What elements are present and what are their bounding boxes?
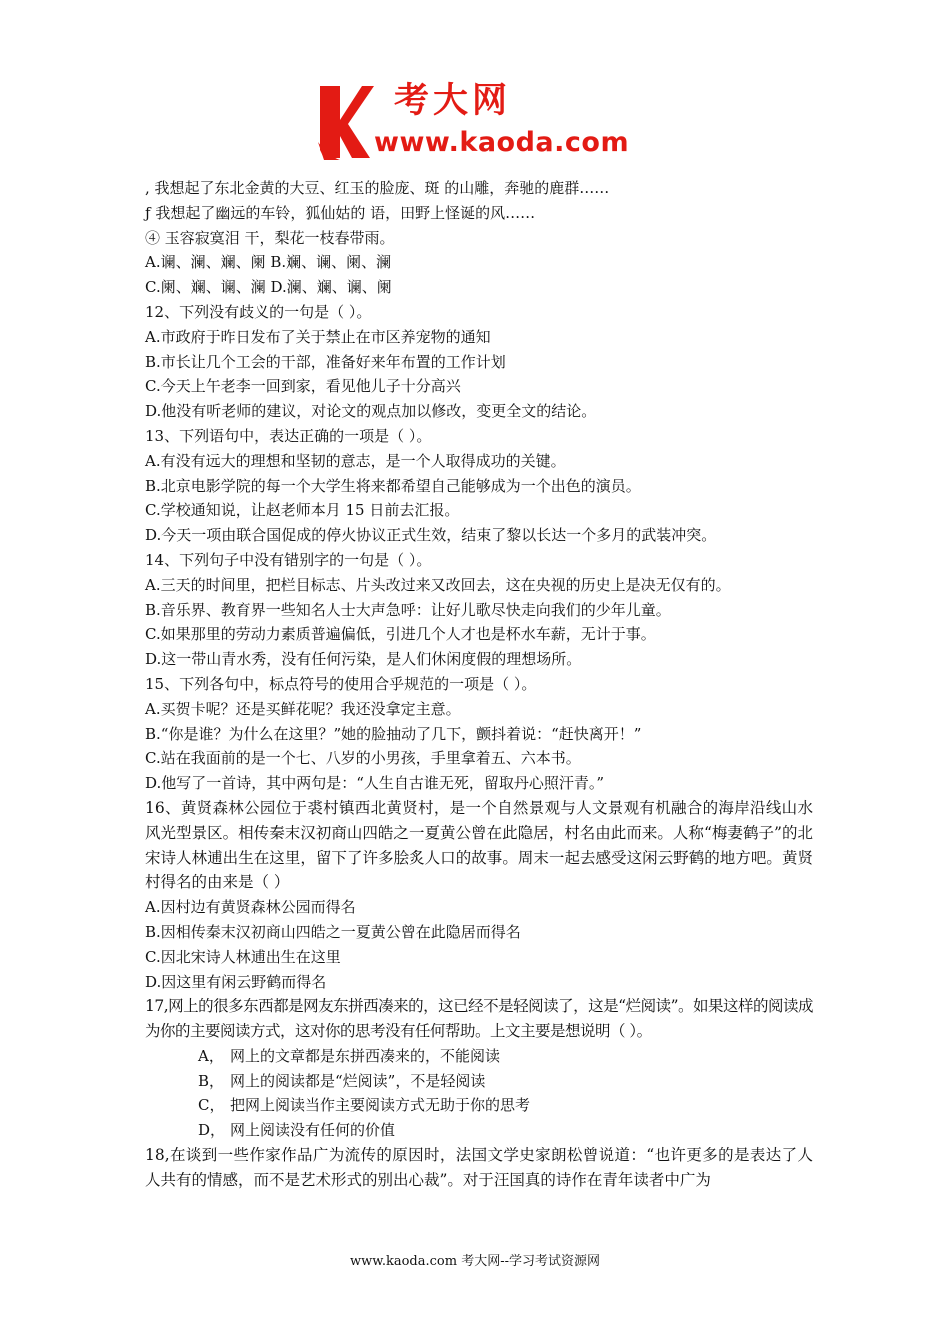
text-line: ④ 玉容寂寞泪 干，梨花一枝春带雨。 (145, 228, 395, 247)
option-label: D， (198, 1121, 226, 1140)
text-line: ƒ 我想起了幽远的车铃，狐仙姑的 语，田野上怪诞的风…… (145, 203, 536, 222)
question-16-option-d: D.因这里有闲云野鹤而得名 (145, 972, 327, 991)
question-17-option-c (145, 1093, 813, 1118)
question-18-stem: 18,在谈到一些作家作品广为流传的原因时，法国文学史家朗松曾说道：“也许更多的是表达了人人共有的情感，而不是艺术形式的别出心裁”。对于汪国真的诗作在青年读者中广为 (145, 1146, 813, 1189)
question-15-option-a: A.买贺卡呢？还是买鲜花呢？我还没拿定主意。 (145, 699, 461, 718)
option-label: A， (198, 1046, 224, 1065)
text-line: , 我想起了东北金黄的大豆、红玉的脸庞、斑 的山雕，奔驰的鹿群…… (145, 179, 610, 197)
question-14-option-a: A.三天的时间里，把栏目标志、片头改过来又改回去，这在央视的历史上是决无仅有的。 (145, 575, 731, 594)
option-text: 把网上阅读当作主要阅读方式无助于你的思考 (230, 1096, 531, 1115)
question-15-option-b: B.“你是谁？为什么在这里？”她的脸抽动了几下，颤抖着说：“赶快离开！” (145, 724, 642, 743)
question-14-option-b: B.音乐界、教育界一些知名人士大声急呼：让好儿歌尽快走向我们的少年儿童。 (145, 600, 671, 619)
option-text: 网上的文章都是东拼西凑来的，不能阅读 (230, 1046, 501, 1065)
question-14-option-d: D.这一带山青水秀，没有任何污染，是人们休闲度假的理想场所。 (145, 650, 582, 669)
k-logo-icon (318, 84, 374, 162)
question-17-stem: 17,网上的很多东西都是网友东拼西凑来的，这已经不是轻阅读了，这是“烂阅读”。如果这样的阅读成为你的主要阅读方式，这对你的思考没有任何帮助。上文主要是想说明（ ）。 (145, 997, 814, 1041)
option-label: C， (198, 1096, 225, 1115)
answer-options: C.阑、斓、谰、澜 D.澜、斓、谰、阑 (145, 278, 392, 297)
question-17-option-d (145, 1118, 813, 1143)
question-14-option-c: C.如果那里的劳动力素质普遍偏低，引进几个人才也是杯水车薪，无计于事。 (145, 625, 656, 644)
question-12-stem: 12、下列没有歧义的一句是（ ）。 (145, 302, 372, 321)
question-16-stem: 16、黄贤森林公园位于裘村镇西北黄贤村，是一个自然景观与人文景观有机融合的海岸沿线山水风光型景区。相传秦末汉初商山四皓之一夏黄公曾在此隐居，村名由此而来。人称“梅妻鹤子”的北宋诗人林逋出生在这里，留下了许多脍炙人口的故事。周末一起去感受这闲云野鹤的地方吧。黄贤村得名的由来是（ ） (145, 798, 813, 892)
question-16-option-b: B.因相传秦末汉初商山四皓之一夏黄公曾在此隐居而得名 (145, 922, 521, 941)
question-13-stem: 13、下列语句中，表达正确的一项是（ ）。 (145, 426, 432, 445)
question-15-option-d: D.他写了一首诗，其中两句是：“人生自古谁无死，留取丹心照汗青。” (145, 774, 605, 793)
kaoda-logo (318, 80, 638, 164)
question-16-option-a: A.因村边有黄贤森林公园而得名 (145, 898, 356, 917)
question-13-option-c: C.学校通知说，让赵老师本月 15 日前去汇报。 (145, 501, 460, 520)
document-body (145, 176, 813, 1193)
question-13-option-b: B.北京电影学院的每一个大学生将来都希望自己能够成为一个出色的演员。 (145, 476, 641, 495)
option-label: B， (198, 1071, 225, 1090)
page-footer: www.kaoda.com 考大网--学习考试资源网 (350, 1254, 600, 1269)
question-12-option-b: B.市长让几个工会的干部，准备好来年布置的工作计划 (145, 352, 506, 371)
question-12-option-c: C.今天上午老李一回到家，看见他儿子十分高兴 (145, 377, 461, 396)
logo-chinese-name: 考大网 (394, 81, 512, 121)
logo-url: www.kaoda.com (374, 127, 630, 158)
question-15-option-c: C.站在我面前的是一个七、八岁的小男孩，手里拿着五、六本书。 (145, 749, 581, 768)
answer-options: A.谰、澜、斓、阑 B.斓、谰、阑、澜 (145, 253, 392, 272)
option-text: 网上阅读没有任何的价值 (230, 1121, 396, 1140)
question-13-option-d: D.今天一项由联合国促成的停火协议正式生效，结束了黎以长达一个多月的武装冲突。 (145, 526, 717, 545)
option-text: 网上的阅读都是“烂阅读”，不是轻阅读 (230, 1071, 486, 1090)
question-12-option-d: D.他没有听老师的建议，对论文的观点加以修改，变更全文的结论。 (145, 402, 597, 421)
question-17-option-a (145, 1044, 813, 1069)
question-13-option-a: A.有没有远大的理想和坚韧的意志，是一个人取得成功的关键。 (145, 451, 566, 470)
question-17-option-b (145, 1069, 813, 1094)
question-15-stem: 15、下列各句中，标点符号的使用合乎规范的一项是（ ）。 (145, 674, 537, 693)
question-14-stem: 14、下列句子中没有错别字的一句是（ ）。 (145, 550, 432, 569)
question-12-option-a: A.市政府于昨日发布了关于禁止在市区养宠物的通知 (145, 327, 491, 346)
question-16-option-c: C.因北宋诗人林逋出生在这里 (145, 947, 341, 966)
